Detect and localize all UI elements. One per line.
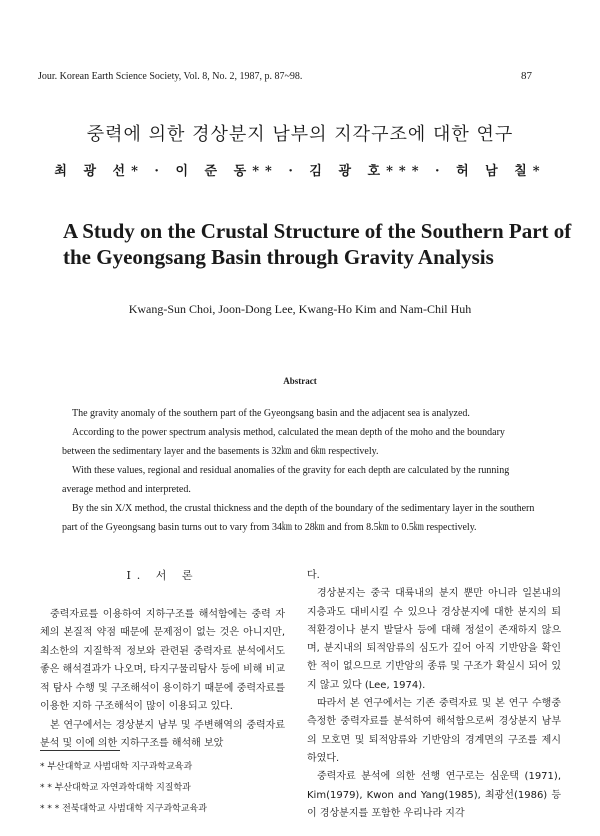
english-title: A Study on the Crustal Structure of the Southern Part of the Gyeongsang Basin through Gravity Analysis xyxy=(63,219,572,269)
abstract-paragraph: By the sin X/X method, the crustal thickness and the depth of the boundary of the sedimentary layer in the southern part of the Gyeongsang basin turns out to vary from 34㎞ to 28㎞ and from 8.5㎞ to 0.5㎞ respectively. xyxy=(62,503,535,533)
body-paragraph: 중력자료 분석에 의한 선행 연구로는 심운택 (1971), Kim(1979), Kwon and Yang(1985), 최광선(1986) 등이 경상분지를 포함한 우리나라 지각 xyxy=(307,771,561,819)
journal-citation: Jour. Korean Earth Science Society, Vol. 8, No. 2, 1987, p. 87~98. xyxy=(38,71,303,82)
body-paragraph: 따라서 본 연구에서는 기존 중력자료 및 본 연구 수행중 측정한 중력자료를 분석하여 해석함으로써 경상분지 남부의 모호면 및 퇴적암류와 기반암의 경계면의 구조를 제시하였다. xyxy=(307,698,561,764)
body-paragraph: 경상분지는 중국 대륙내의 분지 뿐만 아니라 일본내의 지층과도 대비시킬 수 있으나 경상분지에 대한 분지의 퇴적환경이나 분지 발달사 등에 대해 정설이 존재하지 않으며, 분지내의 퇴적암류의 심도가 깊어 아직 기반암을 확인한 적이 없으므로 기반암의 종류 및 구조가 확실시 되어 있지 않고 있다 (Lee, 1974). xyxy=(307,588,561,691)
body-paragraph: 다. xyxy=(307,570,320,581)
footnote-affiliation: * 부산대학교 사범대학 지구과학교육과 xyxy=(40,762,193,772)
page-number: 87 xyxy=(521,70,532,82)
abstract-paragraph: The gravity anomaly of the southern part of the Gyeongsang basin and the adjacent sea is analyzed. xyxy=(72,408,470,419)
korean-authors: 최 광 선* · 이 준 동** · 김 광 호*** · 허 남 칠* xyxy=(54,164,546,179)
body-paragraph: 중력자료를 이용하여 지하구조를 해석함에는 중력 자체의 본질적 약점 때문에 문제점이 없는 것은 아니지만, 최소한의 지질학적 정보와 관련된 중력자료 분석에서도 좋은 해석결과가 나오며, 타지구물리탐사 등에 비해 비교적 탐사 수행 및 구조해석이 용이하기 때문에 중력자료를 이용한 지하 구조해석이 많이 이용되고 있다. xyxy=(40,608,285,712)
abstract-paragraph: According to the power spectrum analysis method, calculated the mean depth of the moho and the boundary between the sedimentary layer and the basements is 32㎞ and 6㎞ respectively. xyxy=(62,427,505,457)
korean-title: 중력에 의한 경상분지 남부의 지각구조에 대한 연구 xyxy=(86,124,514,145)
footnote-affiliation: * * * 전북대학교 사범대학 지구과학교육과 xyxy=(40,804,207,814)
abstract-heading: Abstract xyxy=(283,376,317,386)
left-column xyxy=(40,567,285,754)
right-column xyxy=(307,567,561,823)
abstract-paragraph: With these values, regional and residual anomalies of the gravity for each depth are calculated by the running average method and interpreted. xyxy=(62,465,510,495)
body-paragraph: 본 연구에서는 경상분지 남부 및 주변해역의 중력자료 분석 및 이에 의한 지하구조를 해석해 보았 xyxy=(40,719,285,749)
footnote-affiliation: * * 부산대학교 자연과학대학 지질학과 xyxy=(40,783,191,793)
english-authors: Kwang-Sun Choi, Joon-Dong Lee, Kwang-Ho Kim and Nam-Chil Huh xyxy=(128,302,472,316)
footnotes xyxy=(40,757,290,820)
abstract-body xyxy=(62,404,538,537)
section-heading-introduction: I. 서 론 xyxy=(126,569,199,582)
footnote-divider xyxy=(40,750,120,751)
